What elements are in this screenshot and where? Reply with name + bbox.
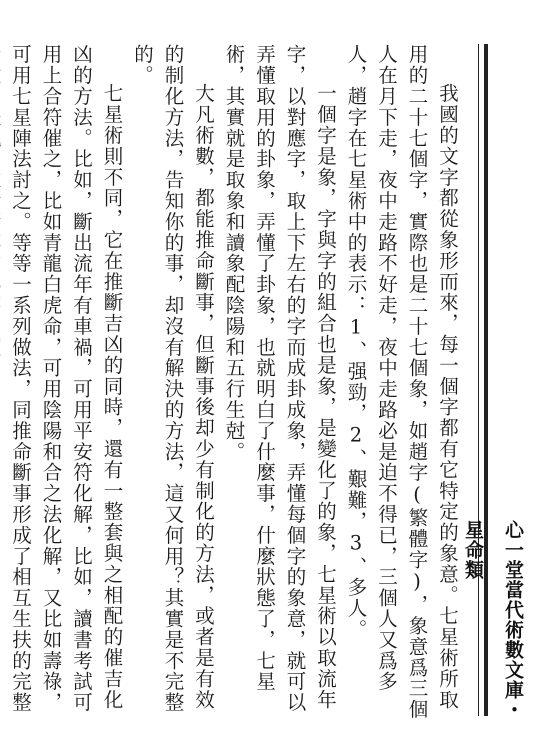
header-rule-thick xyxy=(484,44,488,716)
header-rule-thin xyxy=(478,44,479,716)
paragraph-1: 我國的文字都從象形而來，每一個字都有它特定的象意。七星術所取用的二十七個字，實際也是二十七個象，如趙字(繁體字)，象意爲三個人在月下走，夜中走路不好走，夜中走路必是迫不得已，三個人又爲多人，趙字在七星術中的表示：1、强勁，2、艱難，3、多人。 xyxy=(344,44,459,720)
paragraph-4: 七星術則不同，它在推斷吉凶的同時，還有一整套與之相配的催吉化凶的方法。比如，斷出流年有車禍，可用平安符化解，比如，讀書考試可用上合符催之，比如青龍白虎命，可用陰陽和合之法化解，又比如壽祿，可用七星陣法討之。等等一系列做法，同推命斷事形成了相互生扶的完整 xyxy=(9,44,124,713)
running-header: 心一堂當代術數文庫・星命類 xyxy=(462,520,524,720)
paragraph-3: 大凡術數，都能推命斷事，但斷事後却少有制化的方法，或者是有效的制化方法，告知你的事，却沒有解決的方法，這又何用？其實是不完整的。 xyxy=(131,44,215,713)
body-text xyxy=(9,44,462,724)
paragraph-2: 一個字是象，字與字的組合也是象，是變化了的象，七星術以取流年字，以對應字，取上下左右的字而成卦成象，弄懂每個字的象意，就可以弄懂取用的卦象，弄懂了卦象，也就明白了什麼事，什麼狀態了，七星術，其實就是取象和讀象配陰陽和五行生尅。 xyxy=(222,44,337,713)
